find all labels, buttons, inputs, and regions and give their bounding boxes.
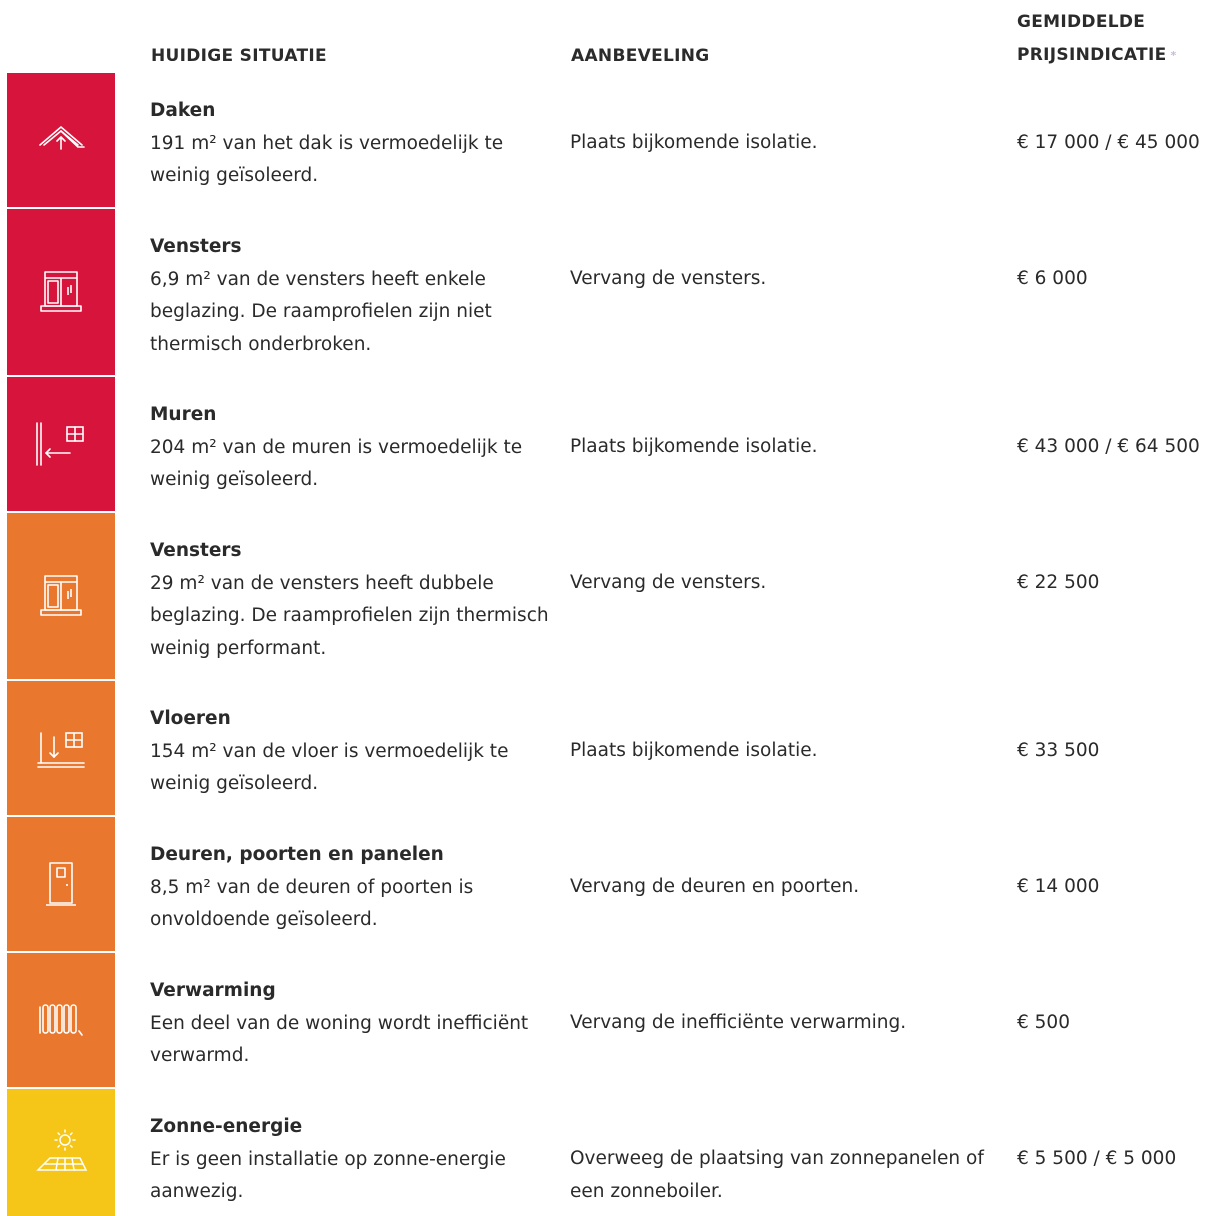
row-description: 154 m² van de vloer is vermoedelijk te weinig geïsoleerd. xyxy=(150,740,509,794)
row-icon-block xyxy=(7,953,115,1087)
row-icon-block xyxy=(7,209,115,375)
row-description: Er is geen installatie op zonne-energie aanwezig. xyxy=(150,1148,506,1202)
price-indication: € 22 500 xyxy=(1017,572,1100,593)
current-situation xyxy=(150,399,560,497)
current-situation xyxy=(150,975,560,1073)
recommendation: Plaats bijkomende isolatie. xyxy=(570,132,818,153)
price-indication: € 5 500 / € 5 000 xyxy=(1017,1148,1177,1169)
row-description: 204 m² van de muren is vermoedelijk te weinig geïsoleerd. xyxy=(150,436,523,490)
table-row xyxy=(0,377,1220,512)
solar-icon xyxy=(32,1124,90,1182)
door-icon xyxy=(32,855,90,913)
column-header-recommendation: AANBEVELING xyxy=(571,46,710,66)
price-indication: € 500 xyxy=(1017,1012,1070,1033)
price-header-line1: GEMIDDELDE xyxy=(1017,12,1146,32)
table-row xyxy=(0,1089,1220,1216)
row-title: Vloeren xyxy=(150,708,231,729)
table-row xyxy=(0,817,1220,952)
recommendation: Vervang de vensters. xyxy=(570,268,767,289)
recommendation: Vervang de deuren en poorten. xyxy=(570,876,860,897)
row-icon-block xyxy=(7,817,115,951)
table-row xyxy=(0,953,1220,1088)
current-situation xyxy=(150,231,560,361)
recommendation: Overweeg de plaatsing van zonnepanelen of een zonneboiler. xyxy=(570,1148,984,1202)
recommendation: Plaats bijkomende isolatie. xyxy=(570,436,818,457)
row-title: Daken xyxy=(150,100,216,121)
row-description: 191 m² van het dak is vermoedelijk te weinig geïsoleerd. xyxy=(150,132,504,186)
price-indication: € 43 000 / € 64 500 xyxy=(1017,436,1200,457)
window-icon xyxy=(32,567,90,625)
row-title: Zonne-energie xyxy=(150,1116,303,1137)
floor-icon xyxy=(32,719,90,777)
row-title: Deuren, poorten en panelen xyxy=(150,844,444,865)
radiator-icon xyxy=(32,991,90,1049)
price-header-line2: PRIJSINDICATIE * xyxy=(1017,45,1177,65)
price-indication: € 33 500 xyxy=(1017,740,1100,761)
row-title: Vensters xyxy=(150,236,242,257)
row-description: 6,9 m² van de vensters heeft enkele beglazing. De raamprofielen zijn niet thermisch onderbroken. xyxy=(150,268,492,355)
row-title: Muren xyxy=(150,404,217,425)
column-header-price xyxy=(1017,6,1217,72)
current-situation xyxy=(150,1111,560,1209)
row-description: 8,5 m² van de deuren of poorten is onvoldoende geïsoleerd. xyxy=(150,876,474,930)
current-situation xyxy=(150,839,560,937)
current-situation xyxy=(150,703,560,801)
current-situation xyxy=(150,95,560,193)
recommendation: Vervang de vensters. xyxy=(570,572,767,593)
table-header xyxy=(0,0,1220,72)
footnote-star: * xyxy=(1170,49,1177,62)
row-icon-block xyxy=(7,681,115,815)
price-indication: € 17 000 / € 45 000 xyxy=(1017,132,1200,153)
column-header-current: HUIDIGE SITUATIE xyxy=(151,46,327,66)
table-row xyxy=(0,513,1220,680)
price-indication: € 6 000 xyxy=(1017,268,1088,289)
wall-icon xyxy=(32,415,90,473)
row-icon-block xyxy=(7,377,115,511)
row-title: Verwarming xyxy=(150,980,276,1001)
roof-icon xyxy=(32,111,90,169)
table-row xyxy=(0,73,1220,208)
price-indication: € 14 000 xyxy=(1017,876,1100,897)
row-description: Een deel van de woning wordt inefficiënt verwarmd. xyxy=(150,1012,529,1066)
row-icon-block xyxy=(7,513,115,679)
row-icon-block xyxy=(7,1089,115,1216)
recommendation: Vervang de inefficiënte verwarming. xyxy=(570,1012,907,1033)
row-description: 29 m² van de vensters heeft dubbele beglazing. De raamprofielen zijn thermisch weinig performant. xyxy=(150,572,549,659)
table-row xyxy=(0,681,1220,816)
table-row xyxy=(0,209,1220,376)
row-icon-block xyxy=(7,73,115,207)
recommendation: Plaats bijkomende isolatie. xyxy=(570,740,818,761)
current-situation xyxy=(150,535,560,665)
window-icon xyxy=(32,263,90,321)
row-title: Vensters xyxy=(150,540,242,561)
